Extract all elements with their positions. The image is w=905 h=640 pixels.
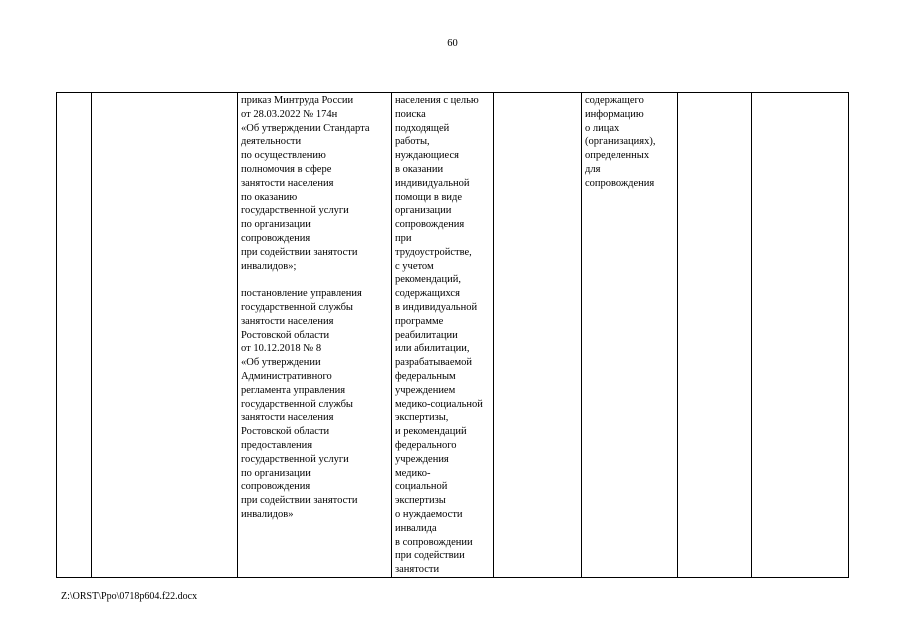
- table-cell-empty: [494, 93, 582, 578]
- legal-act-2: постановление управления государственной службы занятости населения Ростовской области от 10.12.2018 № 8 «Об утверждении Административного регламента управления государственной службы занятости населения Ростовской области предоставления государственной услуги по организации сопровождения при содействии занятости инвалидов»: [241, 288, 362, 520]
- table-cell-legal-acts: [238, 93, 392, 578]
- footer-file-path: Z:\ORST\Ppo\0718p604.f22.docx: [61, 591, 198, 602]
- table-row: [57, 93, 849, 578]
- table-cell-empty: [678, 93, 752, 578]
- table-cell-empty: [92, 93, 238, 578]
- table-cell-purpose: населения с целью поиска подходящей работы, нуждающиеся в оказании индивидуальной помощи в виде организации сопровождения при трудоустройстве, с учетом рекомендаций, содержащихся в индивидуальной программе реабилитации или абилитации, разрабатываемой федеральным учреждением медико-социальной экспертизы, и рекомендаций федерального учреждения медико- социальной экспертизы о нуждаемости инвалида в сопровождении при содействии занятости: [392, 93, 494, 578]
- regulation-table: [56, 92, 849, 578]
- table-cell-info: содержащего информацию о лицах (организациях), определенных для сопровождения: [582, 93, 678, 578]
- table-cell-empty: [752, 93, 849, 578]
- page-number: 60: [447, 38, 458, 49]
- legal-act-1: приказ Минтруда России от 28.03.2022 № 174н «Об утверждении Стандарта деятельности по осуществлению полномочия в сфере занятости населения по оказанию государственной услуги по организации сопровождения при содействии занятости инвалидов»;: [241, 95, 370, 272]
- table-cell-number: [57, 93, 92, 578]
